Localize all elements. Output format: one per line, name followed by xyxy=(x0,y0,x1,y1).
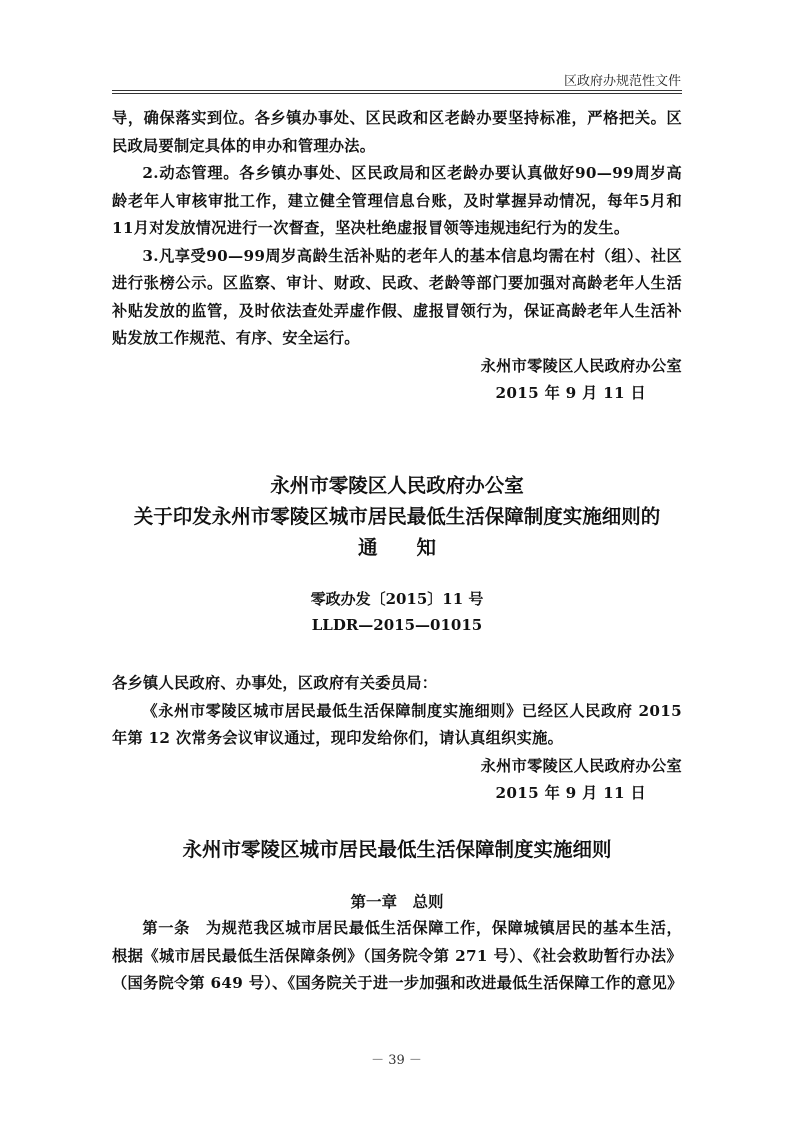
header-rule-thin xyxy=(112,90,682,91)
notice-title xyxy=(112,470,682,563)
notice-title-line-3: 通 知 xyxy=(357,536,436,559)
paragraph: 2.动态管理。各乡镇办事处、区民政局和区老龄办要认真做好90—99周岁高龄老年人审核审批工作，建立健全管理信息台账，及时掌握异动情况，每年5月和11月对发放情况进行一次督查，坚决杜绝虚报冒领等违规违纪行为的发生。 xyxy=(112,164,682,237)
section-prior-notice xyxy=(112,105,682,408)
paragraph: 3.凡享受90—99周岁高龄生活补贴的老年人的基本信息均需在村（组）、社区进行张榜公示。区监察、审计、财政、民政、老龄等部门要加强对高龄老年人生活补贴发放的监管，及时依法查处弄虚作假、虚报冒领行为，保证高龄老年人生活补贴发放工作规范、有序、安全运行。 xyxy=(112,246,682,347)
doc-number: 零政办发〔2015〕11 号 xyxy=(310,590,484,608)
signature: 永州市零陵区人民政府办公室 xyxy=(480,756,682,775)
paragraph: 导，确保落实到位。各乡镇办事处、区民政和区老龄办要坚持标准，严格把关。区民政局要制定具体的申办和管理办法。 xyxy=(112,109,682,155)
header-rule-thin-2 xyxy=(112,93,682,94)
notice-title-line-2: 关于印发永州市零陵区城市居民最低生活保障制度实施细则的 xyxy=(133,505,661,528)
date: 2015 年 9 月 11 日 xyxy=(495,784,646,802)
signature: 永州市零陵区人民政府办公室 xyxy=(480,356,682,375)
rules-body xyxy=(112,915,682,998)
article-1: 第一条 为规范我区城市居民最低生活保障工作，保障城镇居民的基本生活，根据《城市居民最低生活保障条例》（国务院令第 271 号）、《社会救助暂行办法》（国务院令第 649 号）、《国务院关于进一步加强和改进最低生活保障工作的意见》 xyxy=(112,919,683,992)
reg-number: LLDR—2015—01015 xyxy=(311,616,483,634)
rules-title: 永州市零陵区城市居民最低生活保障制度实施细则 xyxy=(182,838,612,861)
notice-paragraph: 《永州市零陵区城市居民最低生活保障制度实施细则》已经区人民政府 2015 年第 12 次常务会议审议通过，现印发给你们，请认真组织实施。 xyxy=(112,701,682,747)
page-number: － 39 － xyxy=(371,1053,422,1068)
notice-body xyxy=(112,670,682,808)
chapter-heading: 第一章 总则 xyxy=(350,893,444,911)
notice-title-line-1: 永州市零陵区人民政府办公室 xyxy=(270,474,524,497)
date: 2015 年 9 月 11 日 xyxy=(495,384,646,402)
addressee: 各乡镇人民政府、办事处，区政府有关委员局： xyxy=(112,674,438,692)
header-label: 区政府办规范性文件 xyxy=(563,74,681,89)
